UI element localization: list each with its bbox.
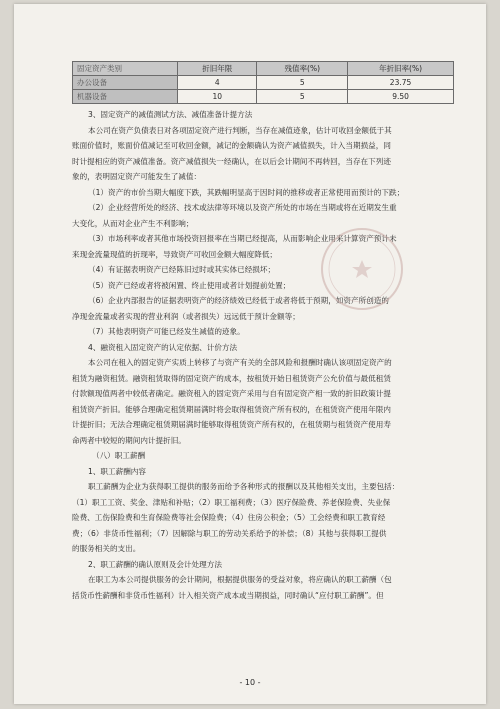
list-item: （5）资产已经或者将被闲置、终止使用或者计划提前处置； (88, 280, 291, 290)
subsection-heading: 4、融资租入固定资产的认定依据、计价方法 (88, 342, 238, 352)
subsection-heading: 3、固定资产的减值测试方法、减值准备计提方法 (88, 110, 253, 119)
body-text (72, 107, 464, 603)
list-item: （7）其他表明资产可能已经发生减值的迹象。 (88, 327, 245, 336)
subsection-heading: 1、职工薪酬内容 (88, 466, 146, 476)
table-cell: 机器设备 (73, 90, 178, 104)
depreciation-table (72, 61, 454, 104)
paragraph-line: （1）职工工资、奖金、津贴和补贴；（2）职工福利费；（3）医疗保险费、养老保险费、失业保 (72, 497, 391, 507)
paragraph-line: 时计提相应的资产减值准备。资产减值损失一经确认，在以后会计期间不再转回，当存在下列迹 (72, 156, 391, 166)
paragraph-line: 租赁资产折旧。能够合理确定租赁期届满时将会取得租赁资产所有权的，在租赁资产使用年限内 (72, 404, 391, 414)
paragraph-line: 付款额现值两者中较低者确定。融资租入的固定资产采用与自有固定资产相一致的折旧政策计提 (72, 389, 391, 398)
list-item: （2）企业经营所处的经济、技术或法律等环境以及资产所处的市场在当期或将在近期发生重 (88, 203, 397, 212)
subsection-heading: 2、职工薪酬的确认原则及会计处理方法 (88, 559, 222, 569)
list-item: （6）企业内部报告的证据表明资产的经济绩效已经低于或者将低于预期，如资产所创造的 (88, 296, 389, 305)
paragraph-line: 净现金流量或者实现的营业利润（或者损失）远远低于预计金额等； (72, 311, 300, 321)
table-header-row (73, 62, 454, 76)
paragraph-line: 大变化，从而对企业产生不利影响； (72, 218, 194, 228)
table-cell: 9.50 (348, 90, 454, 104)
paragraph-line: 费；（6）非货币性福利；（7）因解除与职工的劳动关系给予的补偿；（8）其他与获得职工提供 (72, 528, 387, 538)
paragraph-line: 来现金流量现值的折现率，导致资产可收回金额大幅度降低； (72, 249, 278, 259)
paragraph-line: 租赁为融资租赁。融资租赁取得的固定资产的成本，按租赁开始日租赁资产公允价值与最低租赁 (72, 373, 391, 383)
list-item: （1）资产的市价当期大幅度下跌，其跌幅明显高于因时间的推移或者正常使用而预计的下跌； (88, 187, 405, 197)
table-row (73, 76, 454, 90)
table-cell: 4 (178, 76, 257, 90)
paragraph-line: 括货币性薪酬和非货币性福利）计入相关资产成本或当期损益，同时确认“应付职工薪酬”。但 (72, 590, 384, 600)
list-item: （4）有证据表明资产已经陈旧过时或其实体已经损坏； (88, 265, 276, 274)
paragraph-line: 象的，表明固定资产可能发生了减值： (72, 172, 202, 181)
table-cell: 办公设备 (73, 76, 178, 90)
table-header-cell: 固定资产类别 (73, 62, 178, 76)
paragraph-line: 险费、工伤保险费和生育保险费等社会保险费；（4）住房公积金；（5）工会经费和职工教育经 (72, 513, 386, 522)
table-cell: 5 (257, 76, 348, 90)
table-row (73, 90, 454, 104)
list-item: （3）市场利率或者其他市场投资回报率在当期已经提高，从而影响企业用来计算资产预计未 (88, 234, 397, 243)
table-header-cell: 残值率(%) (257, 62, 348, 76)
table-cell: 23.75 (348, 76, 454, 90)
paragraph-line: 账面价值时，账面价值减记至可收回金额，减记的金额确认为资产减值损失，计入当期损益，同 (72, 141, 391, 150)
table-cell: 10 (178, 90, 257, 104)
section-heading: （八）职工薪酬 (92, 451, 146, 460)
table-header-cell: 折旧年限 (178, 62, 257, 76)
table-header-cell: 年折旧率(%) (348, 62, 454, 76)
paragraph-line: 的服务相关的支出。 (72, 544, 141, 553)
paragraph-line: 计提折旧；无法合理确定租赁期届满时能够取得租赁资产所有权的，在租赁期与租赁资产使用寿 (72, 420, 391, 429)
paragraph-line: 本公司在资产负债表日对各项固定资产进行判断，当存在减值迹象，估计可收回金额低于其 (88, 125, 392, 135)
paragraph-line: 在职工为本公司提供服务的会计期间，根据提供服务的受益对象，将应确认的职工薪酬（包 (88, 575, 392, 584)
paragraph-line: 命两者中较短的期间内计提折旧。 (72, 435, 186, 445)
paragraph-line: 本公司在租入的固定资产实质上转移了与资产有关的全部风险和报酬时确认该项固定资产的 (88, 358, 392, 367)
document-page (14, 4, 486, 704)
paragraph-line: 职工薪酬为企业为获得职工提供的服务而给予各种形式的报酬以及其他相关支出，主要包括： (88, 482, 400, 491)
seal-stamp (317, 224, 407, 314)
page-number: - 10 - (239, 678, 261, 687)
table-cell: 5 (257, 90, 348, 104)
